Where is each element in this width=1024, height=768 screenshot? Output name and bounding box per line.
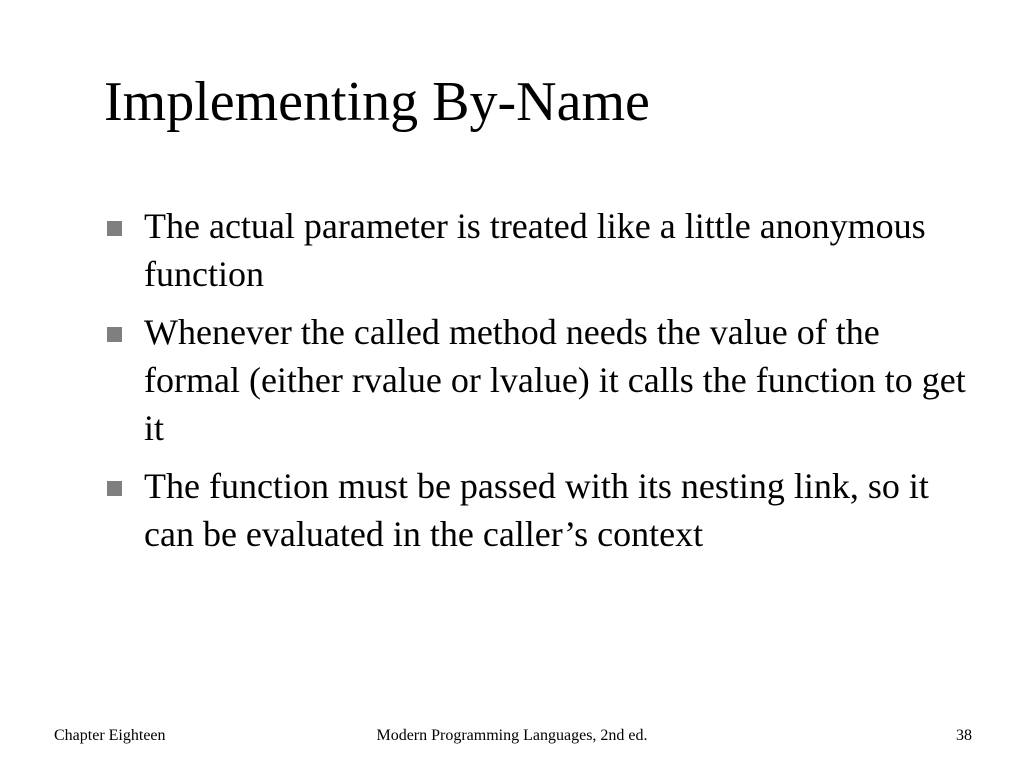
bullet-list <box>104 202 984 568</box>
footer-page-number: 38 <box>956 727 972 744</box>
bullet-text: The actual parameter is treated like a little anonymous function <box>144 206 926 294</box>
bullet-item <box>104 308 984 452</box>
square-bullet-icon <box>107 481 122 496</box>
bullet-item <box>104 462 984 558</box>
bullet-text: The function must be passed with its nesting link, so it can be evaluated in the caller’s context <box>144 466 929 554</box>
footer-book-title: Modern Programming Languages, 2nd ed. <box>376 727 648 744</box>
footer-chapter: Chapter Eighteen <box>54 727 166 744</box>
square-bullet-icon <box>107 221 122 236</box>
bullet-item <box>104 202 984 298</box>
slide-title: Implementing By-Name <box>104 71 650 133</box>
square-bullet-icon <box>107 327 122 342</box>
bullet-text: Whenever the called method needs the value of the formal (either rvalue or lvalue) it calls the function to get it <box>144 312 966 448</box>
